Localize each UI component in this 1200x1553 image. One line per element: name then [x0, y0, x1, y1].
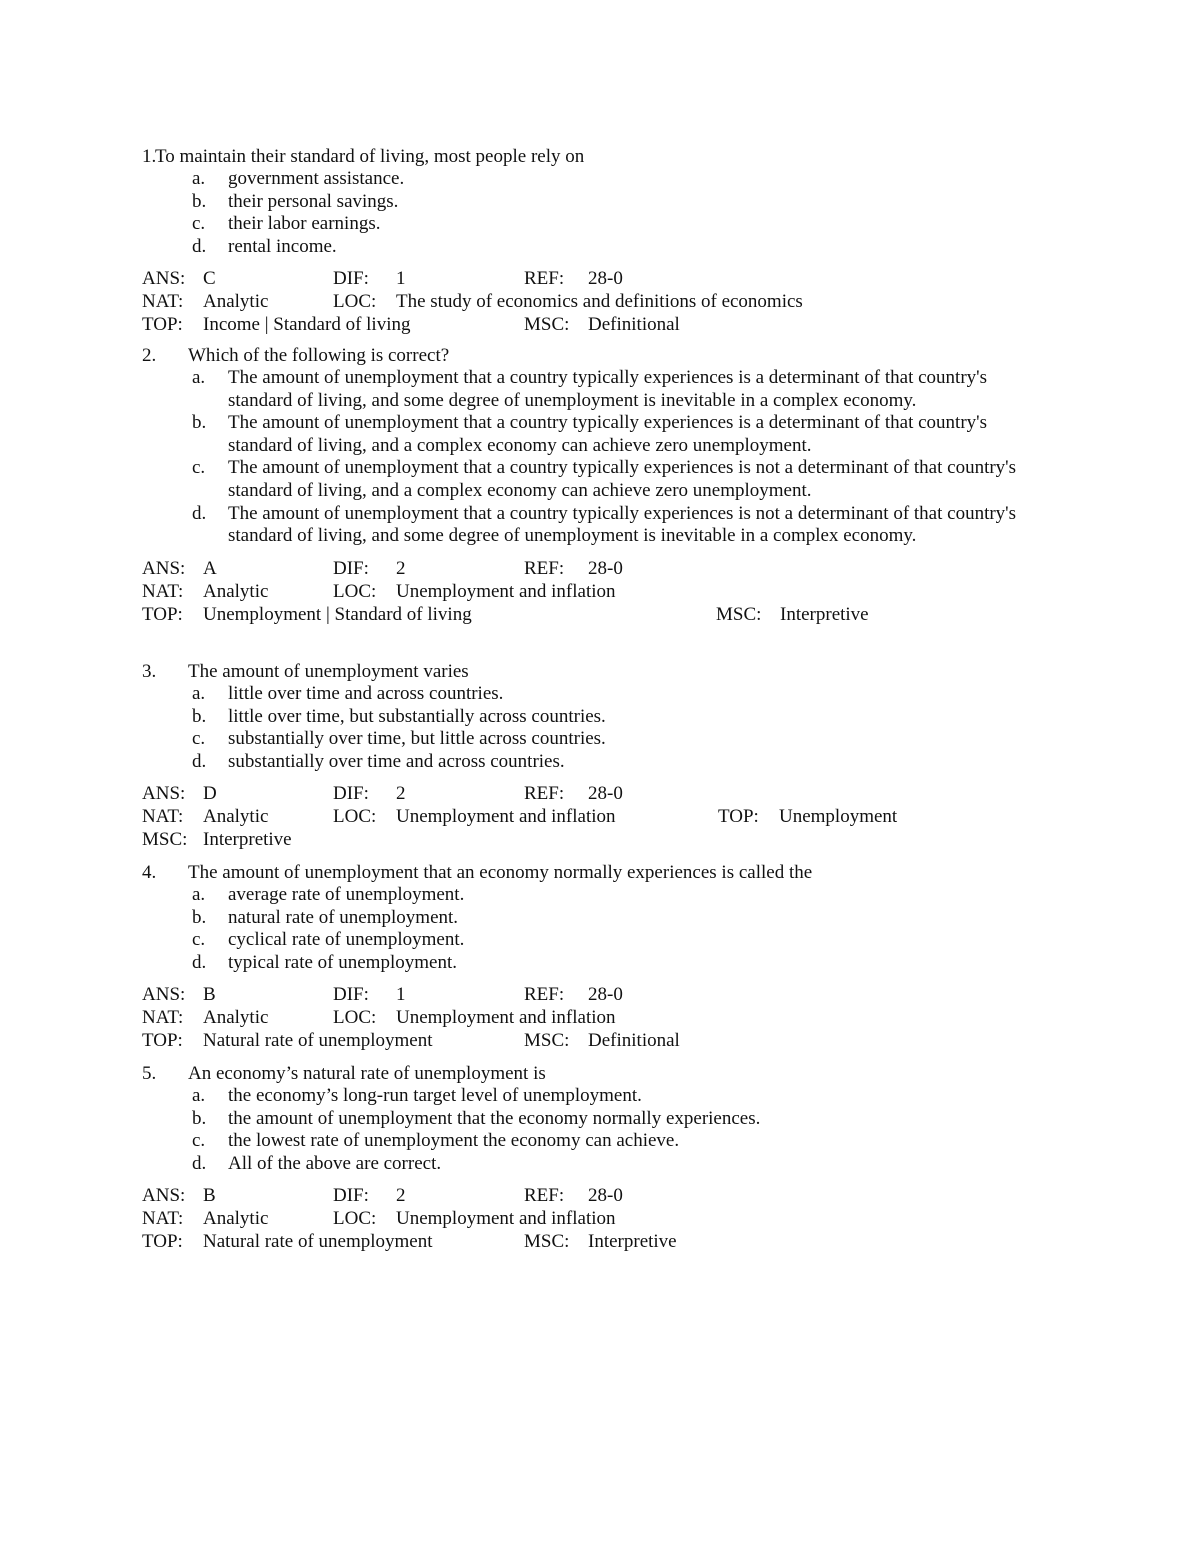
ans-value: A	[203, 557, 217, 579]
metadata-row	[142, 805, 1042, 828]
option-text: their personal savings.	[228, 190, 399, 212]
nat-value: Analytic	[203, 1208, 269, 1230]
answer-option	[142, 213, 1042, 236]
ref-value: 28-0	[588, 557, 623, 579]
nat-label: NAT:	[142, 1007, 184, 1029]
option-text: natural rate of unemployment.	[228, 906, 459, 928]
question-5	[142, 1062, 1042, 1253]
metadata-row	[142, 1006, 1042, 1029]
top-label: TOP:	[142, 1030, 183, 1052]
metadata-row	[142, 290, 1042, 313]
option-letter: a.	[192, 683, 206, 704]
nat-label: NAT:	[142, 1208, 184, 1230]
metadata-row	[142, 1184, 1042, 1207]
ref-value: 28-0	[588, 268, 623, 290]
msc-value: Interpretive	[780, 603, 869, 625]
option-text: the economy’s long-run target level of unemployment.	[228, 1085, 642, 1106]
dif-value: 2	[396, 1185, 406, 1207]
ref-label: REF:	[524, 984, 565, 1006]
loc-value: The study of economics and definitions of economics	[396, 291, 803, 313]
question-4	[142, 861, 1042, 1052]
question-text: The amount of unemployment that an economy normally experiences is called the	[188, 862, 813, 883]
msc-label: MSC:	[142, 829, 188, 851]
top-label: TOP:	[142, 603, 183, 625]
answer-option	[142, 412, 1042, 457]
question-stem	[142, 145, 1042, 168]
option-letter: b.	[192, 705, 207, 727]
option-letter: d.	[192, 1152, 207, 1174]
option-text: the amount of unemployment that the economy normally experiences.	[228, 1107, 761, 1129]
loc-label: LOC:	[333, 1208, 377, 1230]
dif-label: DIF:	[333, 1185, 369, 1207]
ref-label: REF:	[524, 557, 565, 579]
nat-label: NAT:	[142, 291, 184, 313]
metadata-row	[142, 1029, 1042, 1052]
question-stem	[142, 1062, 1042, 1085]
option-text: little over time, but substantially across countries.	[228, 705, 606, 727]
ref-value: 28-0	[588, 984, 623, 1006]
option-text: rental income.	[228, 235, 337, 257]
option-letter: b.	[192, 1107, 207, 1129]
metadata-row	[142, 557, 1042, 580]
loc-label: LOC:	[333, 580, 377, 602]
msc-value: Interpretive	[588, 1231, 677, 1253]
option-text: cyclical rate of unemployment.	[228, 929, 465, 951]
metadata-row	[142, 603, 1042, 626]
option-letter: a.	[192, 884, 206, 905]
top-value: Unemployment	[779, 806, 898, 828]
answer-option	[142, 1153, 1042, 1176]
ref-label: REF:	[524, 268, 565, 290]
msc-label: MSC:	[524, 314, 570, 336]
option-text: the lowest rate of unemployment the economy can achieve.	[228, 1130, 680, 1152]
ans-value: C	[203, 268, 216, 290]
option-text: their labor earnings.	[228, 213, 381, 235]
metadata-row	[142, 828, 1042, 851]
metadata-row	[142, 782, 1042, 805]
question-text: Which of the following is correct?	[188, 345, 450, 366]
option-letter: d.	[192, 750, 207, 772]
nat-value: Analytic	[203, 806, 269, 828]
answer-option	[142, 706, 1042, 729]
dif-value: 2	[396, 783, 406, 805]
question-number: 2.	[142, 345, 157, 366]
msc-value: Interpretive	[203, 829, 292, 851]
option-letter: a.	[192, 367, 206, 388]
answer-option	[142, 1085, 1042, 1108]
loc-value: Unemployment and inflation	[396, 1007, 616, 1029]
answer-option	[142, 884, 1042, 907]
option-letter: d.	[192, 235, 207, 257]
ans-value: B	[203, 984, 216, 1006]
answer-metadata	[142, 782, 1042, 851]
option-letter: d.	[192, 502, 207, 524]
msc-label: MSC:	[524, 1231, 570, 1253]
question-2	[142, 344, 1042, 626]
top-label: TOP:	[142, 1231, 183, 1253]
answer-option	[142, 1108, 1042, 1131]
dif-value: 1	[396, 984, 406, 1006]
option-letter: b.	[192, 190, 207, 212]
ans-label: ANS:	[142, 1185, 186, 1207]
answer-option	[142, 168, 1042, 191]
answer-option	[142, 929, 1042, 952]
loc-value: Unemployment and inflation	[396, 806, 616, 828]
metadata-row	[142, 983, 1042, 1006]
ans-value: B	[203, 1185, 216, 1207]
top-value: Unemployment | Standard of living	[203, 603, 472, 625]
dif-label: DIF:	[333, 984, 369, 1006]
answer-option	[142, 751, 1042, 774]
answer-option	[142, 683, 1042, 706]
option-letter: c.	[192, 728, 206, 750]
option-text: little over time and across countries.	[228, 683, 504, 704]
ans-label: ANS:	[142, 984, 186, 1006]
option-text: The amount of unemployment that a country typically experiences is not a determinant of that country's standard of living, and some degree of unemployment is inevitable in a complex economy.	[228, 502, 1016, 547]
answer-option	[142, 191, 1042, 214]
ans-label: ANS:	[142, 783, 186, 805]
msc-label: MSC:	[524, 1030, 570, 1052]
answer-metadata	[142, 1184, 1042, 1253]
loc-label: LOC:	[333, 1007, 377, 1029]
ans-label: ANS:	[142, 268, 186, 290]
dif-label: DIF:	[333, 783, 369, 805]
top-label: TOP:	[718, 806, 759, 828]
top-value: Income | Standard of living	[203, 314, 411, 336]
question-text: The amount of unemployment varies	[188, 661, 469, 682]
question-number: 4.	[142, 862, 157, 883]
metadata-row	[142, 580, 1042, 603]
option-text: average rate of unemployment.	[228, 884, 465, 905]
option-letter: b.	[192, 412, 207, 434]
question-number: 3.	[142, 661, 157, 682]
nat-value: Analytic	[203, 1007, 269, 1029]
loc-value: Unemployment and inflation	[396, 580, 616, 602]
msc-value: Definitional	[588, 1030, 680, 1052]
option-text: government assistance.	[228, 168, 405, 189]
answer-option	[142, 503, 1042, 548]
msc-value: Definitional	[588, 314, 680, 336]
ans-label: ANS:	[142, 557, 186, 579]
option-letter: a.	[192, 168, 206, 189]
dif-value: 1	[396, 268, 406, 290]
option-letter: c.	[192, 457, 206, 479]
metadata-row	[142, 313, 1042, 336]
question-1	[142, 145, 1042, 336]
metadata-row	[142, 1207, 1042, 1230]
option-letter: c.	[192, 213, 206, 235]
option-letter: c.	[192, 929, 206, 951]
loc-label: LOC:	[333, 291, 377, 313]
ans-value: D	[203, 783, 217, 805]
question-stem	[142, 344, 1042, 367]
answer-option	[142, 952, 1042, 975]
option-letter: b.	[192, 906, 207, 928]
option-letter: a.	[192, 1085, 206, 1106]
question-stem	[142, 660, 1042, 683]
dif-label: DIF:	[333, 268, 369, 290]
top-value: Natural rate of unemployment	[203, 1030, 433, 1052]
option-text: The amount of unemployment that a country typically experiences is not a determinant of that country's standard of living, and a complex economy can achieve zero unemployment.	[228, 457, 1016, 501]
dif-value: 2	[396, 557, 406, 579]
msc-label: MSC:	[716, 603, 762, 625]
dif-label: DIF:	[333, 557, 369, 579]
answer-option	[142, 1130, 1042, 1153]
answer-metadata	[142, 267, 1042, 336]
nat-label: NAT:	[142, 580, 184, 602]
question-number: 1.	[142, 146, 157, 167]
question-text: To maintain their standard of living, most people rely on	[155, 146, 585, 167]
top-label: TOP:	[142, 314, 183, 336]
option-text: substantially over time and across countries.	[228, 750, 565, 772]
answer-option	[142, 367, 1042, 412]
answer-option	[142, 457, 1042, 502]
top-value: Natural rate of unemployment	[203, 1231, 433, 1253]
nat-label: NAT:	[142, 806, 184, 828]
answer-metadata	[142, 983, 1042, 1052]
loc-label: LOC:	[333, 806, 377, 828]
option-text: All of the above are correct.	[228, 1152, 442, 1174]
ref-label: REF:	[524, 1185, 565, 1207]
metadata-row	[142, 267, 1042, 290]
option-text: The amount of unemployment that a country typically experiences is a determinant of that country's standard of living, and a complex economy can achieve zero unemployment.	[228, 412, 987, 456]
ref-label: REF:	[524, 783, 565, 805]
nat-value: Analytic	[203, 580, 269, 602]
nat-value: Analytic	[203, 291, 269, 313]
ref-value: 28-0	[588, 783, 623, 805]
option-text: The amount of unemployment that a country typically experiences is a determinant of that country's standard of living, and some degree of unemployment is inevitable in a complex economy.	[228, 367, 987, 411]
metadata-row	[142, 1230, 1042, 1253]
answer-option	[142, 728, 1042, 751]
loc-value: Unemployment and inflation	[396, 1208, 616, 1230]
ref-value: 28-0	[588, 1185, 623, 1207]
option-text: substantially over time, but little across countries.	[228, 728, 606, 750]
question-3	[142, 660, 1042, 851]
answer-metadata	[142, 557, 1042, 626]
question-number: 5.	[142, 1063, 157, 1084]
option-letter: c.	[192, 1130, 206, 1152]
option-letter: d.	[192, 951, 207, 973]
answer-option	[142, 236, 1042, 259]
question-stem	[142, 861, 1042, 884]
option-text: typical rate of unemployment.	[228, 951, 457, 973]
question-text: An economy’s natural rate of unemployment is	[188, 1063, 546, 1084]
answer-option	[142, 907, 1042, 930]
